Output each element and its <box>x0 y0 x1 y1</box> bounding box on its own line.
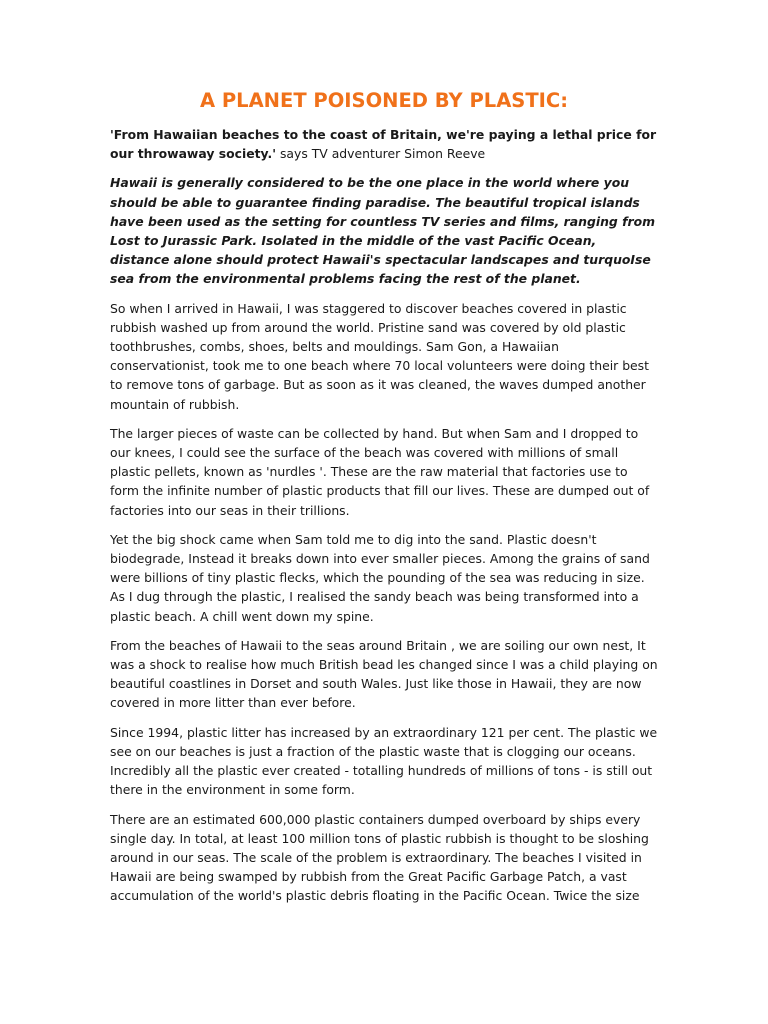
intro-paragraph: Hawaii is generally considered to be the one place in the world where you should be able to guarantee finding paradise. The beautiful tropical islands have been used as the setting for countless TV series and films, ranging from Lost to Jurassic Park. Isolated in the middle of the vast Pacific Ocean, distance alone should protect Hawaii's spectacular landscapes and turquoIse sea from the environmental problems facing the rest of the planet. <box>110 175 656 287</box>
body-paragraph-5: Since 1994, plastic litter has increased by an extraordinary 121 per cent. The plastic we see on our beaches is just a fraction of the plastic waste that is clogging our oceans. Incredibly all the plastic ever created - totalling hundreds of millions of tons - is still out there in the environment in some form. <box>110 724 658 798</box>
subtitle-attribution: says TV adventurer Simon Reeve <box>276 146 486 162</box>
document-page <box>110 88 658 916</box>
body-paragraph-1: So when I arrived in Hawaii, I was staggered to discover beaches covered in plastic rubbish washed up from around the world. Pristine sand was covered by old plastic toothbrushes, combs, shoes, belts and mouldings. Sam Gon, a Hawaiian conservationist, took me to one beach where 70 local volunteers were doing their best to remove tons of garbage. But as soon as it was cleaned, the waves dumped another mountain of rubbish. <box>110 300 649 412</box>
body-paragraph-6: There are an estimated 600,000 plastic containers dumped overboard by ships every single day. In total, at least 100 million tons of plastic rubbish is thought to be sloshing around in our seas. The scale of the problem is extraordinary. The beaches I visited in Hawaii are being swamped by rubbish from the Great Pacific Garbage Patch, a vast accumulation of the world's plastic debris floating in the Pacific Ocean. Twice the size <box>110 811 649 904</box>
body-paragraph-2: The larger pieces of waste can be collected by hand. But when Sam and I dropped to our knees, I could see the surface of the beach was covered with millions of small plastic pellets, known as 'nurdles '. These are the raw material that factories use to form the infinite number of plastic products that fill our lives. These are dumped out of factories into our seas in their trillions. <box>110 425 650 518</box>
subtitle-quote: 'From Hawaiian beaches to the coast of Britain, we're paying a lethal price for our throwaway society.' <box>110 127 657 162</box>
body-paragraph-3: Yet the big shock came when Sam told me to dig into the sand. Plastic doesn't biodegrade, Instead it breaks down into ever smaller pieces. Among the grains of sand were billions of tiny plastic flecks, which the pounding of the sea was reducing in size. As I dug through the plastic, I realised the sandy beach was being transformed into a plastic beach. A chill went down my spine. <box>110 531 650 624</box>
page-title: A PLANET POISONED BY PLASTIC: <box>199 89 568 112</box>
body-paragraph-4: From the beaches of Hawaii to the seas around Britain , we are soiling our own nest, It was a shock to realise how much British bead les changed since I was a child playing on beautiful coastlines in Dorset and south Wales. Just like those in Hawaii, they are now covered in more litter than ever before. <box>110 637 658 711</box>
subtitle-paragraph <box>110 125 658 163</box>
